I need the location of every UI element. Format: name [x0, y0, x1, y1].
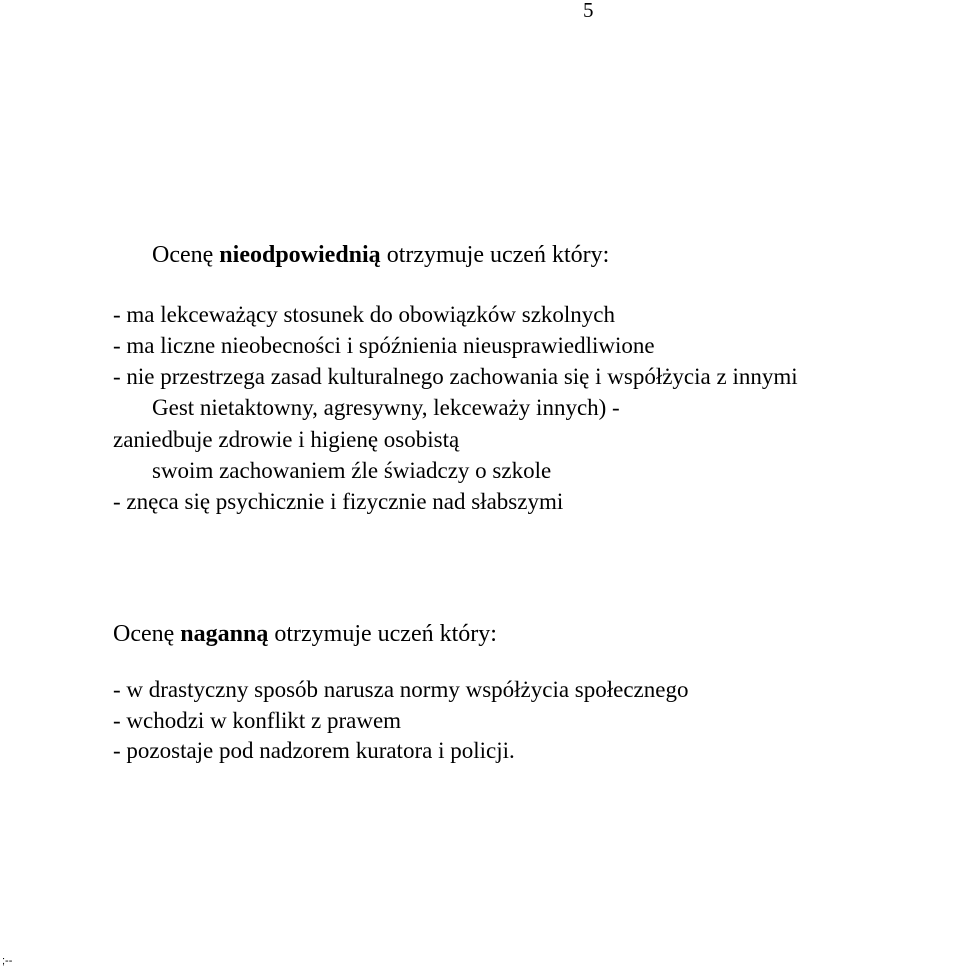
heading-prefix: Ocenę: [152, 242, 220, 268]
page-number: 5: [583, 0, 594, 22]
grade-name: nieodpowiednią: [219, 242, 381, 268]
heading-suffix: otrzymuje uczeń który:: [380, 242, 610, 268]
criteria-line: - w drastyczny sposób narusza normy współżycia społecznego: [113, 677, 689, 702]
heading-prefix: Ocenę: [113, 621, 181, 647]
criteria-line: Gest nietaktowny, agresywny, lekceważy innych) -: [152, 395, 620, 420]
criteria-line: - wchodzi w konflikt z prawem: [113, 708, 402, 733]
criteria-line: - znęca się psychicznie i fizycznie nad słabszymi: [113, 489, 564, 514]
heading-grade-reprehensible: [113, 620, 497, 648]
criteria-line: - ma lekceważący stosunek do obowiązków szkolnych: [113, 302, 616, 327]
heading-suffix: otrzymuje uczeń który:: [268, 621, 497, 647]
criteria-line: zaniedbuje zdrowie i higienę osobistą: [113, 427, 460, 452]
heading-grade-insufficient: [152, 241, 609, 269]
footer-mark: ;--: [2, 955, 13, 967]
criteria-line: - nie przestrzega zasad kulturalnego zachowania się i współżycia z innymi: [113, 364, 798, 389]
grade-name: naganną: [180, 621, 269, 647]
criteria-line: - ma liczne nieobecności i spóźnienia nieusprawiedliwione: [113, 333, 655, 358]
criteria-line: swoim zachowaniem źle świadczy o szkole: [152, 458, 552, 483]
criteria-line: - pozostaje pod nadzorem kuratora i policji.: [113, 738, 515, 763]
